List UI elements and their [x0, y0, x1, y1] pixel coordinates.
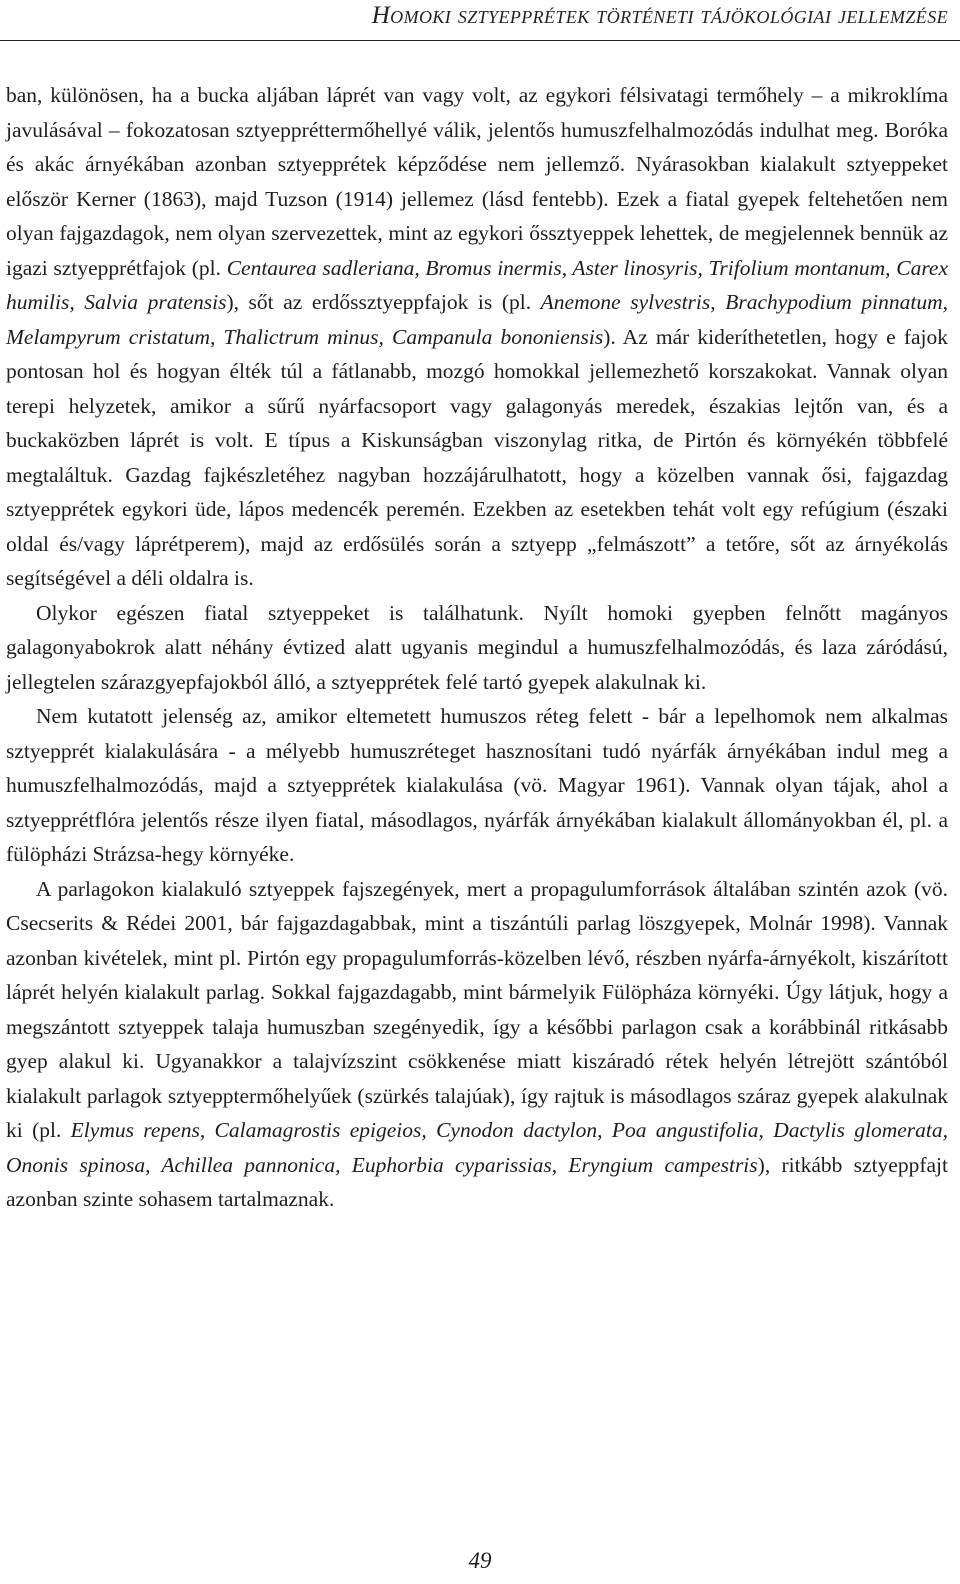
header-rule [0, 40, 960, 41]
species-list-italic: Centaurea sadleriana, Bromus inermis, Aster linosyris, Trifolium montanum, Carex humilis, Salvia pratensis [6, 255, 948, 314]
text-run: ). Az már kideríthetetlen, hogy e fajok pontosan hol és hogyan élték túl a fátlanabb, mozgó homokkal jellemezhető korszakokat. Vannak olyan terepi helyzetek, amikor a sűrű nyárfacsoport vagy galagonyás meredek, északias lejtőn van, és a buckaközben láprét is volt. E típus a Kiskunságban viszonylag ritka, de Pirtón és környékén többfelé megtaláltuk. Gazdag fajkészletéhez nagyban hozzájárulhatott, hogy a közelben vannak ősi, fajgazdag sztyepprétek egykori üde, lápos medencék peremén. Ezekben az esetekben tehát volt egy refúgium (északi oldal és/vagy láprétperem), majd az erdősülés során a sztyepp „felmászott” a tetőre, sőt az árnyékolás segítségével a déli oldalra is. [6, 324, 949, 590]
species-list-italic: Anemone sylvestris, Brachypodium pinnatum, Melampyrum cristatum, Thalictrum minus, Campanula bononiensis [6, 290, 948, 349]
text-run: ), sőt az erdőssztyeppfajok is (pl. [226, 290, 541, 314]
running-title: Homoki sztyepprétek történeti tájökológiai jellemzése [371, 2, 948, 29]
text-run: Olykor egészen fiatal sztyeppeket is találhatunk. Nyílt homoki gyepben felnőtt magányos galagonyabokrok alatt néhány évtized alatt ugyanis megindul a humuszfelhalmozódás, és laza záródású, jellegtelen szárazgyepfajokból álló, a sztyepprétek felé tartó gyepek alakulnak ki. [6, 600, 948, 694]
page-number: 49 [468, 1548, 492, 1573]
paragraph-1 [6, 78, 948, 596]
paragraph-2 [6, 596, 948, 700]
text-run: ), ritkább sztyeppfajt azonban szinte sohasem tartalmaznak. [6, 1152, 948, 1211]
body-text [6, 78, 948, 1217]
species-list-italic: Elymus repens, Calamagrostis epigeios, Cynodon dactylon, Poa angustifolia, Dactylis glomerata, Ononis spinosa, Achillea pannonica, Euphorbia cyparissias, Eryngium campestris [6, 1118, 948, 1177]
text-run: ban, különösen, ha a bucka aljában láprét van vagy volt, az egykori félsivatagi termőhely – a mikroklíma javulásával – fokozatosan sztyeppréttermőhellyé válik, jelentős humuszfelhalmozódás indulhat meg. Boróka és akác árnyékában azonban sztyepprétek képződése nem jellemző. Nyárasokban kialakult sztyeppeket először Kerner (1863), majd Tuzson (1914) jellemez (lásd fentebb). Ezek a fiatal gyepek feltehetően nem olyan fajgazdagok, nem olyan szervezettek, mint az egykori őssztyeppek lehettek, de megjelennek bennük az igazi sztyepprétfajok (pl. [6, 83, 948, 280]
paragraph-4 [6, 872, 948, 1217]
paragraph-3 [6, 699, 948, 872]
running-header [0, 0, 960, 44]
text-run: Nem kutatott jelenség az, amikor eltemetett humuszos réteg felett - bár a lepelhomok nem alkalmas sztyepprét kialakulására - a mélyebb humuszréteget hasznosítani tudó nyárfák árnyékában indul meg a humuszfelhalmozódás, majd a sztyepprétek kialakulása (vö. Magyar 1961). Vannak olyan tájak, ahol a sztyepprétflóra jelentős része ilyen fiatal, másodlagos, nyárfák árnyékában kialakult állományokban él, pl. a fülöpházi Strázsa-hegy környéke. [6, 704, 948, 866]
text-run: A parlagokon kialakuló sztyeppek fajszegények, mert a propagulumforrások általában szintén azok (vö. Csecserits & Rédei 2001, bár fajgazdagabbak, mint a tiszántúli parlag löszgyepek, Molnár 1998). Vannak azonban kivételek, mint pl. Pirtón egy propagulumforrás-közelben lévő, részben nyárfa-árnyékolt, kiszárított láprét helyén kialakult parlag. Sokkal fajgazdagabb, mint bármelyik Fülöpháza környéki. Úgy látjuk, hogy a megszántott sztyeppek talaja humuszban szegényedik, így a későbbi parlagon csak a korábbinál ritkásabb gyep alakul ki. Ugyanakkor a talajvízszint csökkenése miatt kiszáradó rétek helyén létrejött szántóból kialakult parlagok sztyepptermőhelyűek (szürkés talajúak), így rajtuk is másodlagos száraz gyepek alakulnak ki (pl. [6, 876, 948, 1142]
